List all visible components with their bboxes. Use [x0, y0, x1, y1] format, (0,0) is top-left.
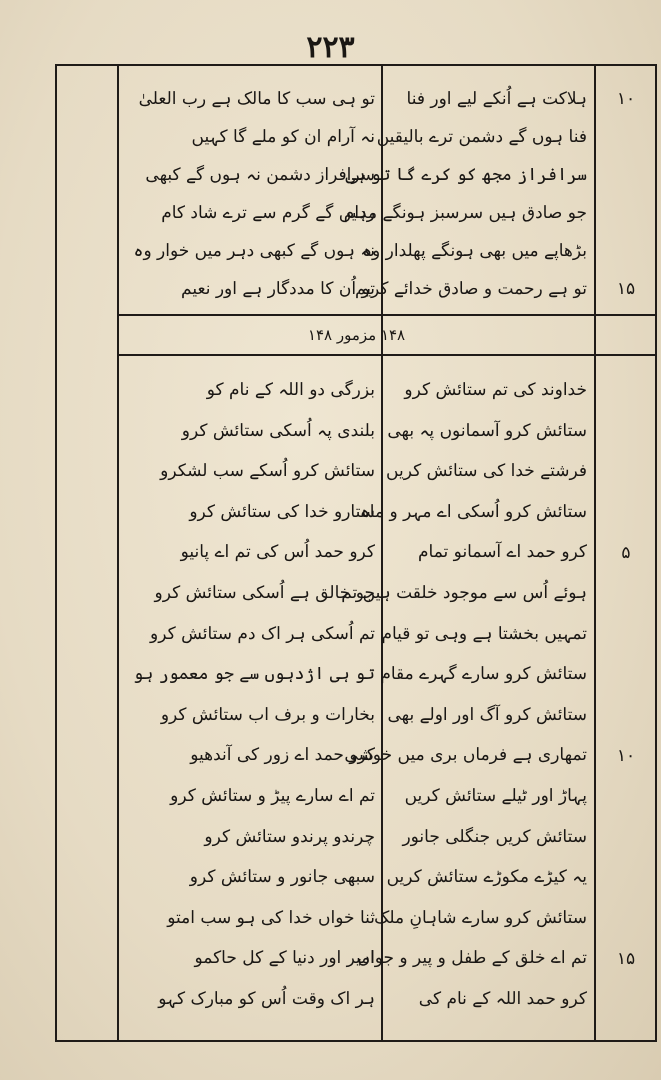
verse-line: نہ ہوں گے کبھی دہر میں خوار وہ	[133, 241, 375, 261]
verse-line: تم اے سارے پیڑ و ستائش کرو	[170, 785, 375, 806]
verse-line: فنا ہوں گے دشمن ترے بالیقیں	[376, 127, 587, 147]
bottom-left-column	[123, 370, 375, 1020]
verse-line: سبھی جانور و ستائش کرو	[189, 867, 375, 888]
verse-line: فرشتے خدا کی ستائش کریں	[386, 461, 587, 482]
verse-line: تو ہی سب کا مالک ہے رب العلیٰ	[138, 89, 375, 109]
verse-line: بزرگی دو اللہ کے نام کو	[206, 380, 375, 400]
hymn-frame	[55, 64, 657, 1042]
top-right-column	[343, 80, 587, 308]
verse-line: جو خالق ہے اُسکی ستائش کرو	[154, 582, 375, 603]
verse-line: ستائش کرو سارے گہرے مقام	[380, 664, 587, 685]
verse-number: ۵	[621, 542, 631, 563]
verse-line: تمھاری ہے فرماں بری میں خوشی	[344, 745, 587, 766]
verse-number: ۱۵	[616, 948, 636, 969]
verse-line: تو ہی اژدہوں سے جو معمور ہو	[133, 664, 375, 685]
verse-line: تو اُن کا مددگار ہے اور نعیم	[181, 279, 375, 299]
verse-number: ۱۰	[616, 745, 636, 766]
verse-line: ستائش کریں جنگلی جانور	[402, 826, 587, 847]
verse-number-rule	[594, 66, 596, 1040]
psalm-heading: ۱۴۸ مزمور ۱۴۸	[307, 326, 406, 344]
verse-line: تم اے خلق کے طفل و پیر و جواں	[357, 948, 587, 969]
verse-line: سرافراز دشمن نہ ہوں گے کبھی	[145, 165, 375, 185]
verse-line: نہ آرام ان کو ملے گا کہیں	[191, 127, 375, 147]
verse-number: ۱۰	[616, 89, 636, 109]
verse-line: کرو حمد اے زور کی آندھیو	[190, 745, 375, 766]
bottom-right-column	[341, 370, 587, 1020]
gutter-rule	[117, 66, 119, 1040]
verse-line: چرندو پرندو ستائش کرو	[204, 826, 375, 847]
verse-number: ۱۵	[616, 279, 636, 299]
verse-line: ستارو خدا کی ستائش کرو	[189, 501, 375, 522]
top-left-column	[123, 80, 375, 308]
section-divider-bottom	[117, 354, 655, 356]
verse-line: ہر اک وقت اُس کو مبارک کہو	[158, 988, 375, 1009]
page-number: ۲۲۳	[306, 30, 355, 65]
verse-line: جو صادق ہیں سرسبز ہونگے مدام	[343, 203, 587, 223]
verse-line: یہ کیڑے مکوڑے ستائش کریں	[386, 867, 587, 888]
verse-line: ثنا خواں خدا کی ہو سب امتو	[167, 907, 375, 928]
verse-line: کرو حمد اُس کی تم اے پانیو	[180, 542, 375, 563]
verse-line: ستائش کرو آسمانوں پہ بھی	[387, 420, 587, 441]
verse-line: بخارات و برف اب ستائش کرو	[160, 704, 375, 725]
verse-line: ستائش کرو اُسکے سب لشکرو	[160, 461, 375, 482]
verse-line: ہوئے اُس سے موجود خلقت ہیں تم	[341, 582, 587, 603]
verse-line: ستائش کرو سارے شاہانِ ملک	[374, 907, 587, 928]
verse-line: بلندی پہ اُسکی ستائش کرو	[181, 420, 375, 441]
verse-line: بڑھاپے میں بھی ہونگے پھلدار وہ	[362, 241, 587, 261]
verse-line: امیر اور دنیا کے کل حاکمو	[194, 948, 375, 969]
verse-line: ستائش کرو اُسکی اے مہر و ماہ	[359, 501, 587, 522]
verse-line: تم اُسکی ہر اک دم ستائش کرو	[149, 623, 375, 644]
verse-line: کرو حمد اے آسمانو تمام	[418, 542, 587, 563]
verse-line: رہیں گے گرم سے ترے شاد کام	[161, 203, 375, 223]
verse-line: پہاڑ اور ٹیلے ستائش کریں	[404, 785, 587, 806]
section-divider-top	[117, 314, 655, 316]
verse-line: سرافراز مجھ کو کرے گا تو ہی	[345, 165, 587, 185]
verse-line: کرو حمد اللہ کے نام کی	[418, 988, 587, 1009]
verse-line: تمہیں بخشتا ہے وہی تو قیام	[381, 623, 587, 644]
verse-line: خداوند کی تم ستائش کرو	[404, 380, 587, 400]
verse-line: ہلاکت ہے اُنکے لیے اور فنا	[406, 89, 587, 109]
verse-line: ستائش کرو آگ اور اولے بھی	[387, 704, 587, 725]
verse-line: تو ہے رحمت و صادق خدائے کریم	[354, 279, 587, 299]
